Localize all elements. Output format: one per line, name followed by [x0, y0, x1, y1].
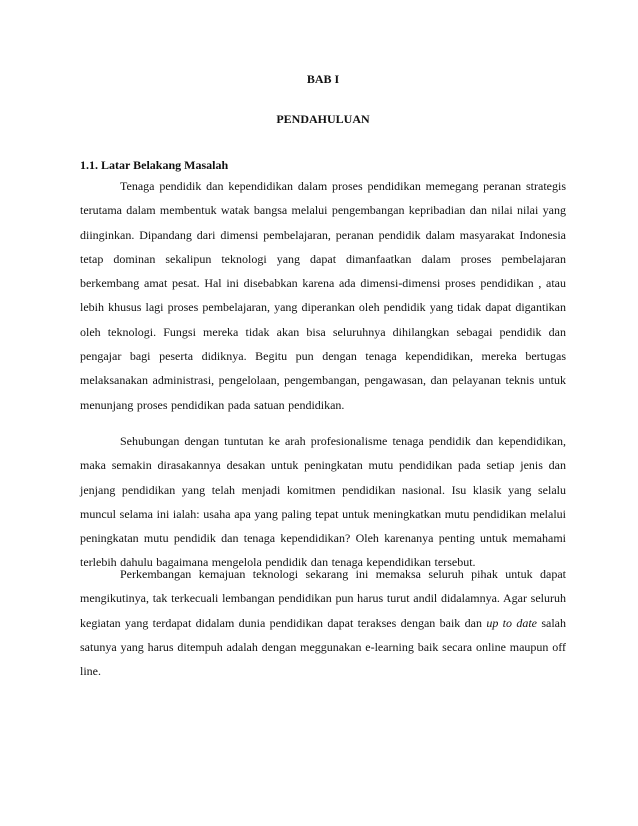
paragraph-3-text-after: salah satunya yang harus ditempuh adalah dengan meggunakan e-learning baik secara online maupun off line.: [80, 615, 566, 679]
paragraph-3-text-before: Perkembangan kemajuan teknologi sekarang ini memaksa seluruh pihak untuk dapat mengikutinya, tak terkecuali lembangan pendidikan pun harus turut andil didalamnya. Agar seluruh kegiatan yang terdapat didalam dunia pendidikan dapat terakses dengan baik dan: [80, 567, 566, 630]
section-heading: 1.1. Latar Belakang Masalah: [80, 158, 229, 172]
chapter-number: BAB I: [306, 72, 340, 86]
chapter-title: PENDAHULUAN: [276, 112, 370, 126]
paragraph-3-italic-term: up to date: [486, 615, 537, 630]
paragraph-1: Tenaga pendidik dan kependidikan dalam proses pendidikan memegang peranan strategis terutama dalam membentuk watak bangsa melalui pengembangan kepribadian dan nilai nilai yang diinginkan. Dipandang dari dimensi pembelajaran, peranan pendidik dalam masyarakat Indonesia tetap dominan sekalipun teknologi yang dapat dimanfaatkan dalam proses pembelajaran berkembang amat pesat. Hal ini disebabkan karena ada dimensi-dimensi proses pendidikan , atau lebih khusus lagi proses pembelajaran, yang diperankan oleh pendidik yang tidak dapat digantikan oleh teknologi. Fungsi mereka tidak akan bisa seluruhnya dihilangkan sebagai pendidik dan pengajar bagi peserta didiknya. Begitu pun dengan tenaga kependidikan, mereka bertugas melaksanakan administrasi, pengelolaan, pengembangan, pengawasan, dan pelayanan teknis untuk menunjang proses pendidikan pada satuan pendidikan.: [80, 179, 566, 412]
paragraph-3: [80, 562, 566, 683]
paragraph-2: Sehubungan dengan tuntutan ke arah profesionalisme tenaga pendidik dan kependidikan, maka semakin dirasakannya desakan untuk peningkatan mutu pendidikan pada setiap jenis dan jenjang pendidikan yang telah menjadi komitmen pendidikan nasional. Isu klasik yang selalu muncul selama ini ialah: usaha apa yang paling tepat untuk meningkatkan mutu pendidikan melalui peningkatan mutu pendidik dan tenaga kependidikan? Oleh karenanya penting untuk memahami terlebih dahulu bagaimana mengelola pendidik dan tenaga kependidikan tersebut.: [80, 434, 566, 570]
